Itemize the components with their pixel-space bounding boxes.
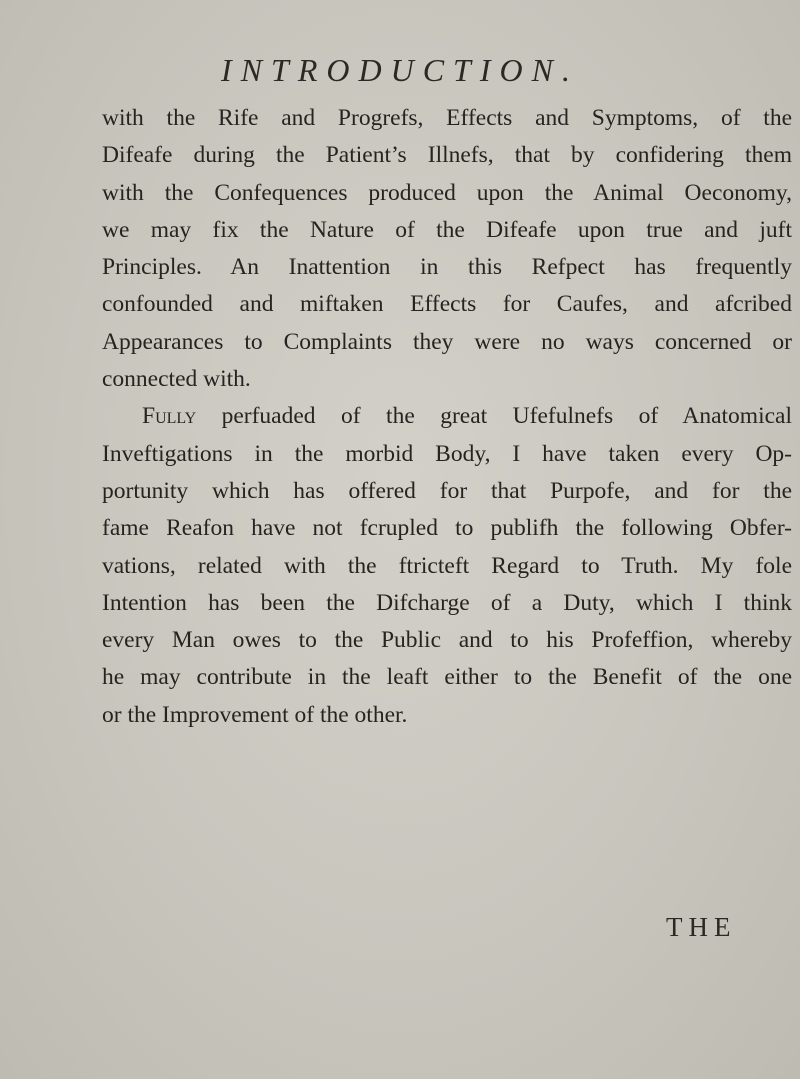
text-line: fame Reafon have not fcrupled to publifh the following Obfer- <box>102 515 792 542</box>
text-line: vations, related with the ftricteft Regard to Truth. My fole <box>102 552 792 579</box>
text-line: every Man owes to the Public and to his Profeffion, whereby <box>102 627 792 654</box>
text-line: Inveftigations in the morbid Body, I have taken every Op- <box>102 440 792 467</box>
text-line: Principles. An Inattention in this Refpect has frequently <box>102 254 792 281</box>
text-line: confounded and miftaken Effects for Caufes, and afcribed <box>102 291 792 318</box>
text-line: connected with. <box>102 366 251 393</box>
text-line: portunity which has offered for that Purpofe, and for the <box>102 477 792 504</box>
body-text <box>102 100 792 734</box>
text-line: he may contribute in the leaft either to the Benefit of the one <box>102 664 792 691</box>
paragraph-first-line <box>102 398 792 435</box>
text-line: with the Rife and Progrefs, Effects and Symptoms, of the <box>102 105 792 131</box>
catchword: THE <box>666 912 737 942</box>
paragraph-lead-word: Fully <box>142 403 197 430</box>
text-line: Difeafe during the Patient’s Illnefs, that by confidering them <box>102 142 792 169</box>
running-head: INTRODUCTION. <box>221 52 579 88</box>
text-line: or the Improvement of the other. <box>102 701 408 728</box>
text-line: with the Confequences produced upon the Animal Oeconomy, <box>102 179 792 206</box>
text-line: we may fix the Nature of the Difeafe upon true and juft <box>102 216 792 243</box>
text-line: Appearances to Complaints they were no ways concerned or <box>102 328 792 355</box>
paragraph-first-line-text: perfuaded of the great Ufefulnefs of Anatomical <box>196 403 792 430</box>
text-line: Intention has been the Difcharge of a Duty, which I think <box>102 589 792 616</box>
